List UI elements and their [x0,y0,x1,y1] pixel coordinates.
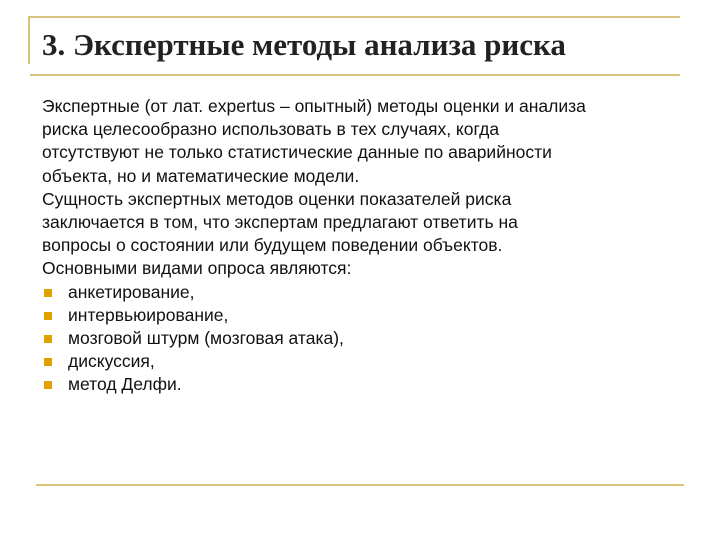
list-item-label: интервьюирование, [68,304,229,325]
list-item [42,281,682,304]
paragraph-line: Сущность экспертных методов оценки показателей риска [42,188,512,209]
list-item-label: дискуссия, [68,351,155,372]
frame-top-rule [28,16,680,18]
list-item [42,350,682,373]
paragraph-line: заключается в том, что экспертам предлагают ответить на [42,212,518,233]
slide-body [42,95,682,397]
square-bullet-icon [44,312,52,320]
list-item-label: метод Делфи. [68,374,182,395]
square-bullet-icon [44,358,52,366]
list-item-label: мозговой штурм (мозговая атака), [68,328,344,349]
list-item-label: анкетирование, [68,281,195,302]
slide-title: 3. Экспертные методы анализа риска [42,27,566,62]
list-item [42,373,682,396]
square-bullet-icon [44,381,52,389]
square-bullet-icon [44,335,52,343]
survey-types-list [42,281,682,397]
frame-left-rule [28,16,30,64]
paragraph-line: Основными видами опроса являются: [42,258,352,279]
list-item [42,327,682,350]
list-item [42,304,682,327]
paragraph-survey-types [42,257,682,280]
title-underline-rule [30,74,680,76]
frame-bottom-rule [36,484,684,486]
paragraph-definition [42,95,682,188]
paragraph-line: объекта, но и математические модели. [42,165,360,186]
paragraph-line: отсутствуют не только статистические данные по аварийности [42,142,552,163]
paragraph-essence [42,188,682,258]
paragraph-line: риска целесообразно использовать в тех случаях, когда [42,119,500,140]
square-bullet-icon [44,289,52,297]
paragraph-line: вопросы о состоянии или будущем поведении объектов. [42,235,503,256]
paragraph-line: Экспертные (от лат. expertus – опытный) методы оценки и анализа [42,96,586,116]
